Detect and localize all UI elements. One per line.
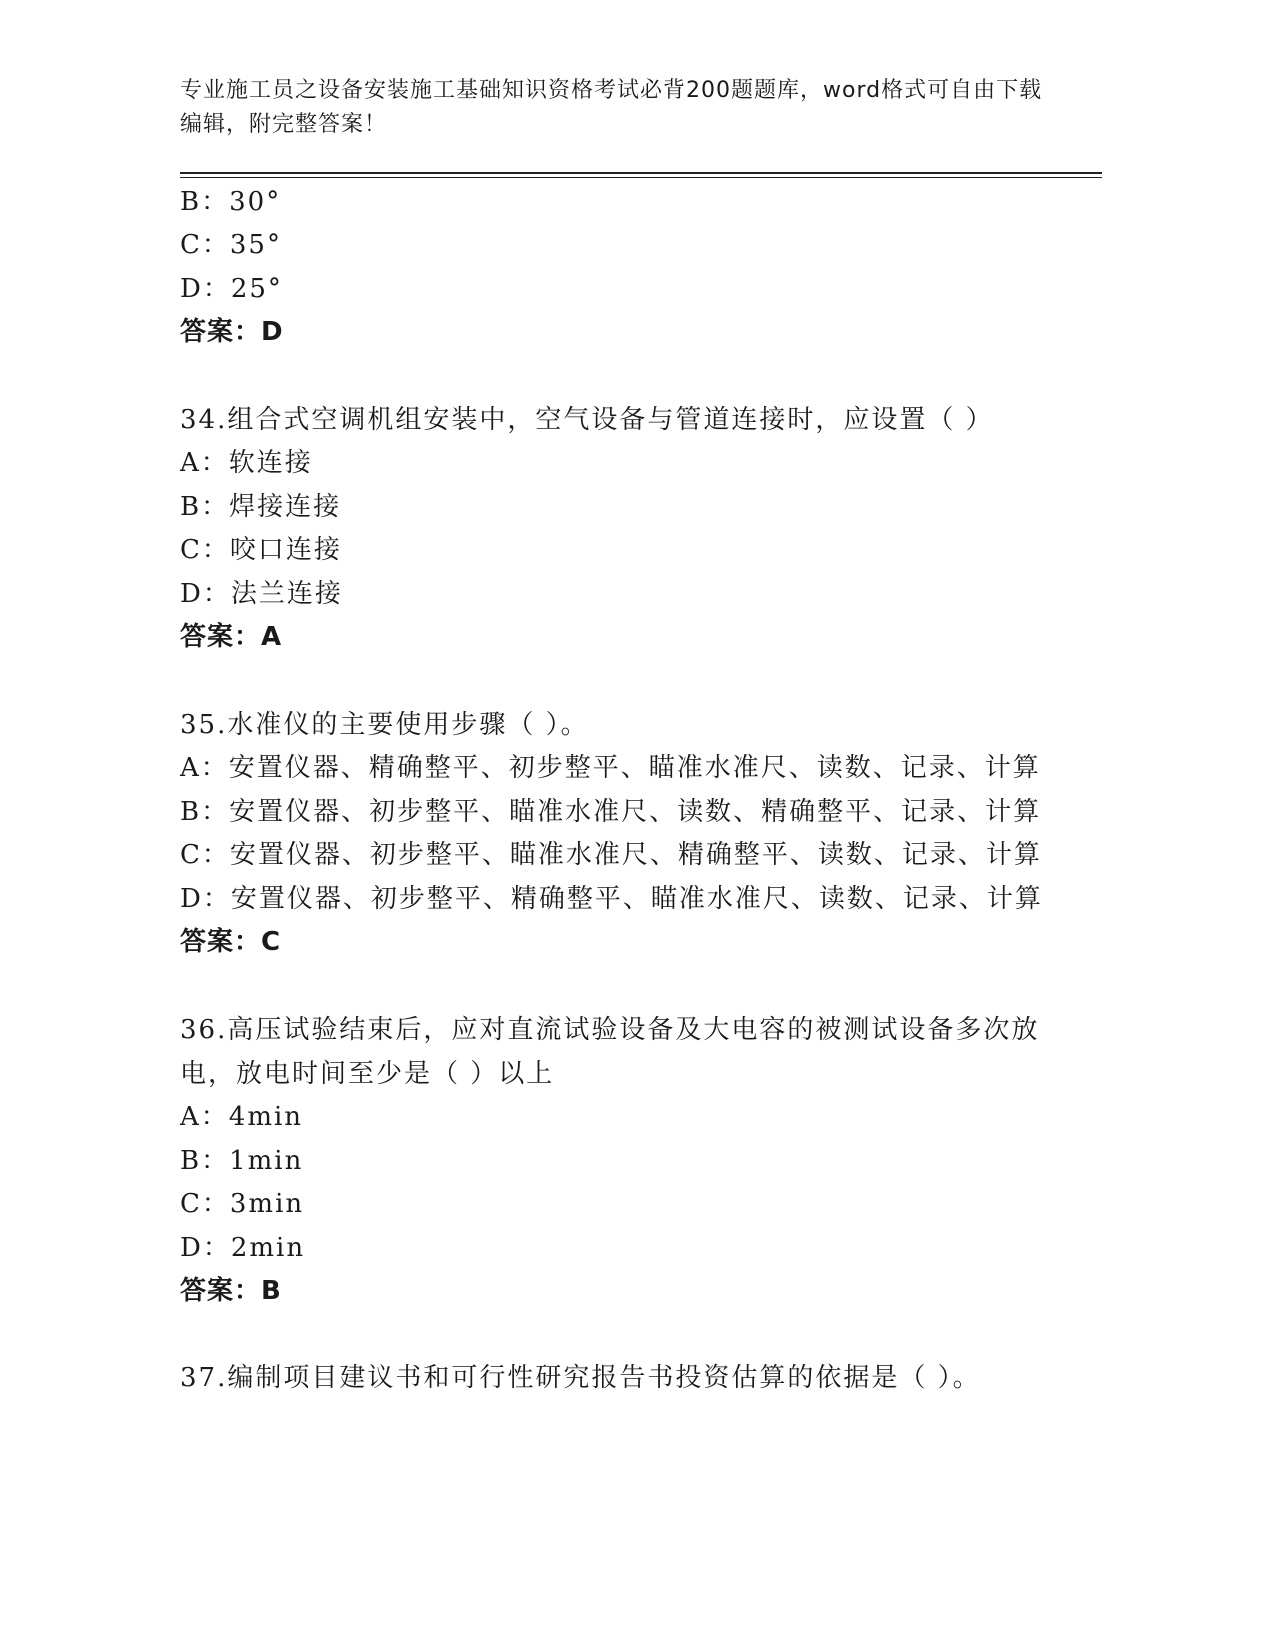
q34-answer: 答案：A: [180, 622, 283, 652]
q35-answer: 答案：C: [180, 927, 282, 957]
q36-option-a: A：4min: [180, 1102, 304, 1132]
q36-question: 36.高压试验结束后，应对直流试验设备及大电容的被测试设备多次放电，放电时间至少是（ ）以上: [180, 1015, 1040, 1089]
q36-option-c: C：3min: [180, 1189, 305, 1219]
q34-option-b: B：焊接连接: [180, 492, 342, 522]
document-header: 专业施工员之设备安装施工基础知识资格考试必背200题题库，word格式可自由下载编辑，附完整答案！: [180, 78, 1043, 137]
q36-option-b: B：1min: [180, 1146, 304, 1176]
q36-answer: 答案：B: [180, 1276, 282, 1306]
q34-option-d: D：法兰连接: [180, 579, 343, 609]
q35-option-c: C：安置仪器、初步整平、瞄准水准尺、精确整平、读数、记录、计算: [180, 840, 1042, 870]
q34-question: 34.组合式空调机组安装中，空气设备与管道连接时，应设置（ ）: [180, 405, 994, 435]
q35-option-b: B：安置仪器、初步整平、瞄准水准尺、读数、精确整平、记录、计算: [180, 797, 1042, 827]
q35-option-a: A：安置仪器、精确整平、初步整平、瞄准水准尺、读数、记录、计算: [180, 753, 1041, 783]
q37-question: 37.编制项目建议书和可行性研究报告书投资估算的依据是（ ）。: [180, 1363, 981, 1393]
q35-question: 35.水准仪的主要使用步骤（ ）。: [180, 710, 589, 740]
header-rule-thin: [180, 177, 1102, 178]
q33-option-c: C：35°: [180, 230, 282, 260]
q33-answer: 答案：D: [180, 317, 284, 347]
q34-option-c: C：咬口连接: [180, 535, 342, 565]
q36-option-d: D：2min: [180, 1233, 306, 1263]
q33-option-d: D：25°: [180, 274, 283, 304]
q33-option-b: B：30°: [180, 187, 282, 217]
q34-option-a: A：软连接: [180, 448, 313, 478]
header-rule-thick: [180, 172, 1102, 174]
q35-option-d: D：安置仪器、初步整平、精确整平、瞄准水准尺、读数、记录、计算: [180, 884, 1043, 914]
